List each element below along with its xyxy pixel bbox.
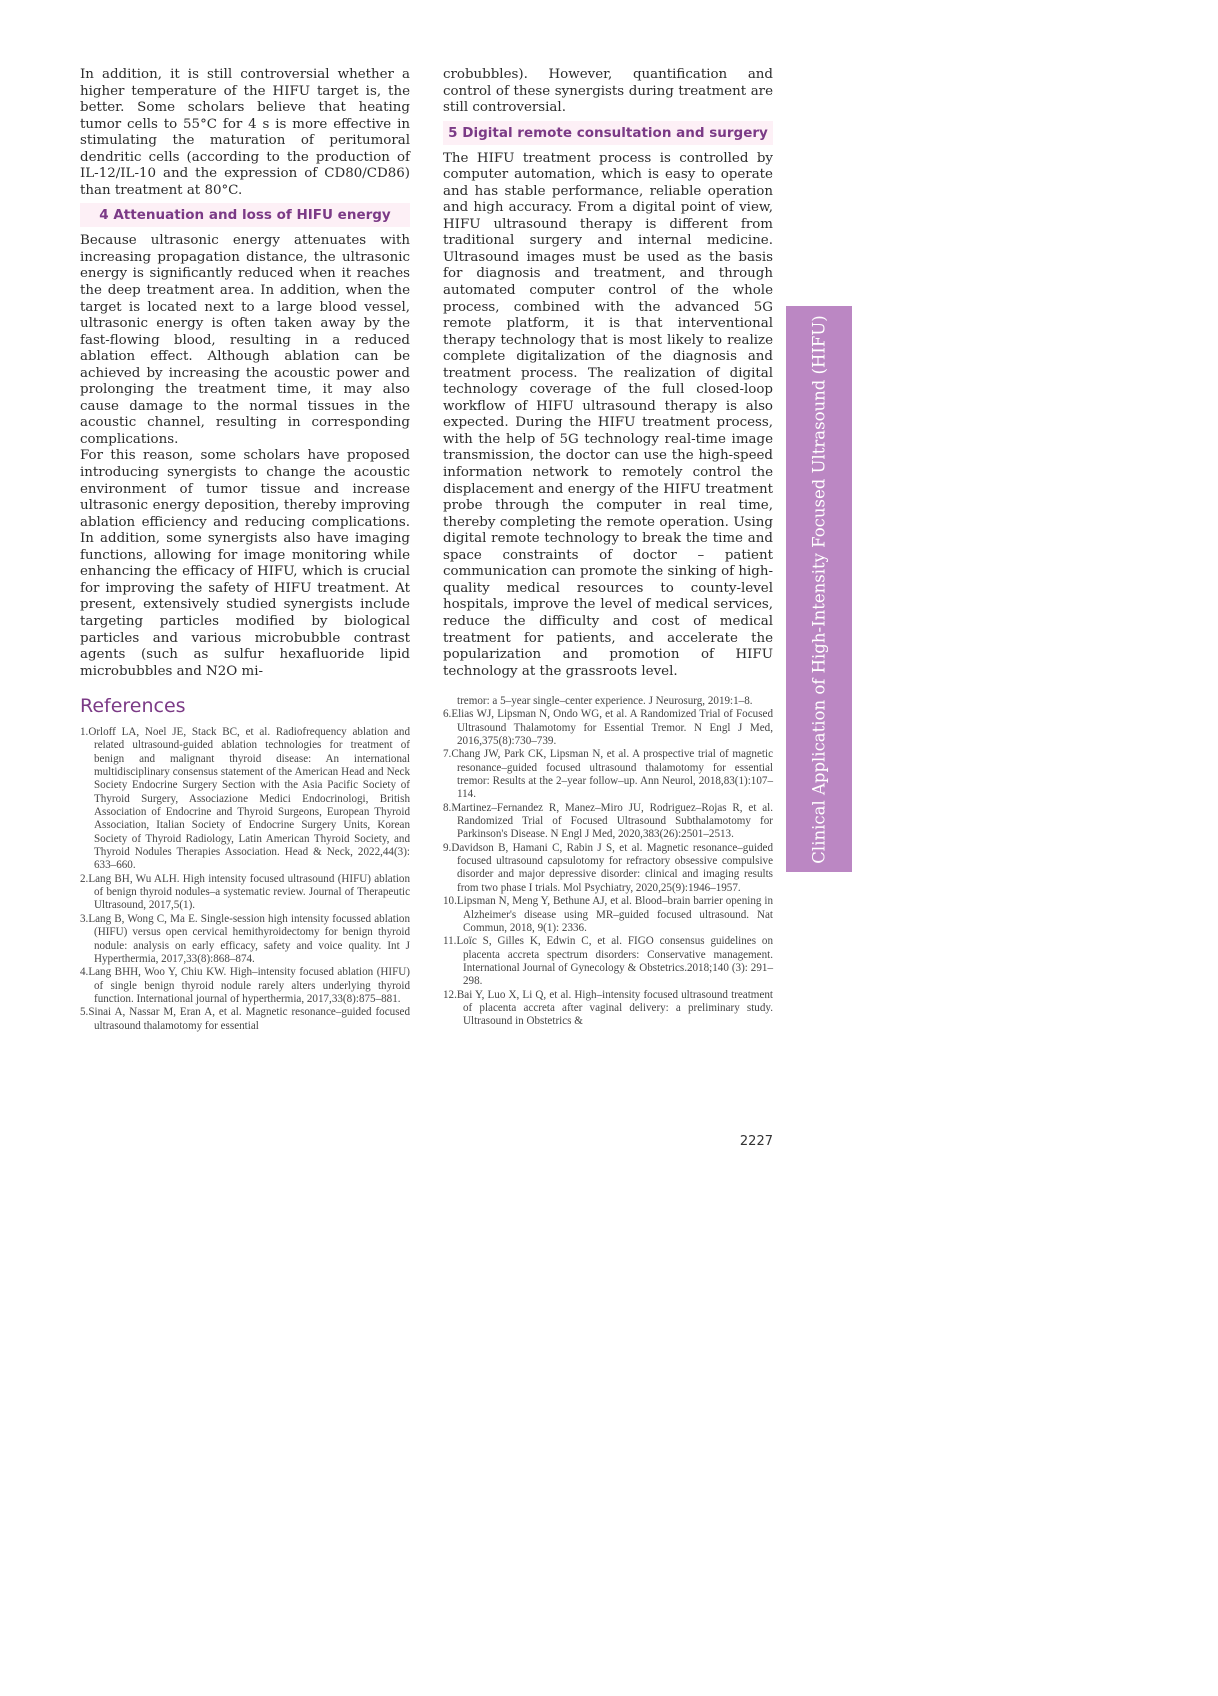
references-left — [80, 695, 410, 1033]
reference-item: 7.Chang JW, Park CK, Lipsman N, et al. A prospective trial of magnetic resonance–guided focused ultrasound thalamotomy for essential tremor: Results at the 2–year follow–up. Ann Neurol, 2018,83(1):107–114. — [443, 748, 773, 801]
reference-item: 3.Lang B, Wong C, Ma E. Single-session high intensity focussed ablation (HIFU) versus open cervical hemithyroidectomy for benign thyroid nodule: analysis on early efficacy, safety and voice quality. Int J Hyperthermia, 2017,33(8):868–874. — [80, 912, 410, 965]
reference-item: 1.Orloff LA, Noel JE, Stack BC, et al. Radiofrequency ablation and related ultrasound-guided ablation technologies for treatment of benign and malignant thyroid disease: An international multidisciplinary consensus statement of the American Head and Neck Society Endocrine Surgery Section with the Asia Pacific Society of Thyroid Surgery, Associazione Medici Endocrinologi, British Association of Endocrine and Thyroid Surgeons, European Thyroid Association, Italian Society of Endocrine Surgery Units, Korean Society of Thyroid Radiology, Latin American Thyroid Society, and Thyroid Nodules Therapies Association. Head & Neck, 2022,44(3): 633–660. — [80, 726, 410, 872]
right-column — [443, 67, 773, 680]
section-5-paragraph: The HIFU treatment process is controlled by computer automation, which is easy to operate and has stable performance, reliable operation and high accuracy. From a digital point of view, HIFU ultrasound therapy is different from traditional surgery and internal medicine. Ultrasound images must be used as the basis for diagnosis and treatment, and through automated computer control of the whole process, combined with the advanced 5G remote platform, it is that interventional therapy technology that is most likely to realize complete digitalization of the diagnosis and treatment process. The realization of digital technology coverage of the full closed-loop workflow of HIFU ultrasound therapy is also expected. During the HIFU treatment process, with the help of 5G technology real-time image transmission, the doctor can use the high-speed information network to remotely control the displacement and energy of the HIFU treatment probe through the computer in real time, thereby completing the remote operation. Using digital remote technology to break the time and space constraints of doctor – patient communication can promote the sinking of high-quality medical resources to county-level hospitals, improve the level of medical services, reduce the difficulty and cost of medical treatment for patients, and accelerate the popularization and promotion of HIFU technology at the grassroots level. — [443, 150, 774, 679]
section-5-heading: 5 Digital remote consultation and surgery — [443, 121, 773, 145]
continuation-paragraph: crobubbles). However, quantification and control of these synergists during treatment are still controversial. — [443, 67, 773, 116]
page-number: 2227 — [739, 1134, 773, 1149]
reference-item-continuation: tremor: a 5–year single–center experience. J Neurosurg, 2019:1–8. — [457, 695, 753, 707]
reference-item: 6.Elias WJ, Lipsman N, Ondo WG, et al. A Randomized Trial of Focused Ultrasound Thalamotomy for Essential Tremor. N Engl J Med, 2016,375(8):730–739. — [443, 708, 773, 748]
reference-item: 11.Loïc S, Gilles K, Edwin C, et al. FIGO consensus guidelines on placenta accreta spectrum disorders: Conservative management. International Journal of Gynecology & Obstetrics.2018;140 (3): 291–298. — [443, 935, 773, 988]
reference-item: 9.Davidson B, Hamani C, Rabin J S, et al. Magnetic resonance–guided focused ultrasound capsulotomy for refractory obsessive compulsive disorder and major depressive disorder: clinical and imaging results from two phase I trials. Mol Psychiatry, 2020,25(9):1946–1957. — [443, 841, 773, 894]
reference-item: 4.Lang BHH, Woo Y, Chiu KW. High–intensity focused ablation (HIFU) of single benign thyroid nodule rarely alters underlying thyroid function. International journal of hyperthermia, 2017,33(8):875–881. — [80, 966, 410, 1005]
reference-item: 2.Lang BH, Wu ALH. High intensity focused ultrasound (HIFU) ablation of benign thyroid nodules–a systematic review. Journal of Therapeutic Ultrasound, 2017,5(1). — [80, 872, 410, 912]
side-banner — [786, 306, 852, 872]
side-banner-title: Clinical Application of High-Intensity Focused Ultrasound (HIFU) — [809, 314, 829, 864]
references-title: References — [80, 695, 186, 717]
reference-item: 10.Lipsman N, Meng Y, Bethune AJ, et al. Blood–brain barrier opening in Alzheimer's disease using MR–guided focused ultrasound. Nat Commun, 2018, 9(1): 2336. — [443, 895, 773, 934]
reference-item: 12.Bai Y, Luo X, Li Q, et al. High–intensity focused ultrasound treatment of placenta accreta after vaginal delivery: a preliminary study. Ultrasound in Obstetrics & — [443, 988, 773, 1028]
section-4-heading: 4 Attenuation and loss of HIFU energy — [80, 203, 410, 227]
section-4-paragraph-1: Because ultrasonic energy attenuates with increasing propagation distance, the ultrasonic energy is significantly reduced when it reaches the deep treatment area. In addition, when the target is located next to a large blood vessel, ultrasonic energy is often taken away by the fast-flowing blood, resulting in a reduced ablation effect. Although ablation can be achieved by increasing the acoustic power and prolonging the treatment time, it may also cause damage to the normal tissues in the acoustic channel, resulting in corresponding complications. — [80, 233, 410, 447]
intro-paragraph: In addition, it is still controversial whether a higher temperature of the HIFU target is, the better. Some scholars believe that heating tumor cells to 55°C for 4 s is more effective in stimulating the maturation of peritumoral dendritic cells (according to the production of IL-12/IL-10 and the expression of CD80/CD86) than treatment at 80°C. — [80, 67, 410, 198]
reference-item: 5.Sinai A, Nassar M, Eran A, et al. Magnetic resonance–guided focused ultrasound thalamotomy for essential — [80, 1006, 410, 1032]
left-column — [80, 67, 410, 680]
reference-item: 8.Martinez–Fernandez R, Manez–Miro JU, Rodriguez–Rojas R, et al. Randomized Trial of Focused Ultrasound Subthalamotomy for Parkinson's Disease. N Engl J Med, 2020,383(26):2501–2513. — [443, 801, 773, 841]
references-right — [443, 695, 773, 1029]
section-4-paragraph-2: For this reason, some scholars have proposed introducing synergists to change the acoustic environment of tumor tissue and increase ultrasonic energy deposition, thereby improving ablation efficiency and reducing complications. In addition, some synergists also have imaging functions, allowing for image monitoring while enhancing the efficacy of HIFU, which is crucial for improving the safety of HIFU treatment. At present, extensively studied synergists include targeting particles modified by biological particles and various microbubble contrast agents (such as sulfur hexafluoride lipid microbubbles and N2O mi- — [80, 448, 410, 679]
